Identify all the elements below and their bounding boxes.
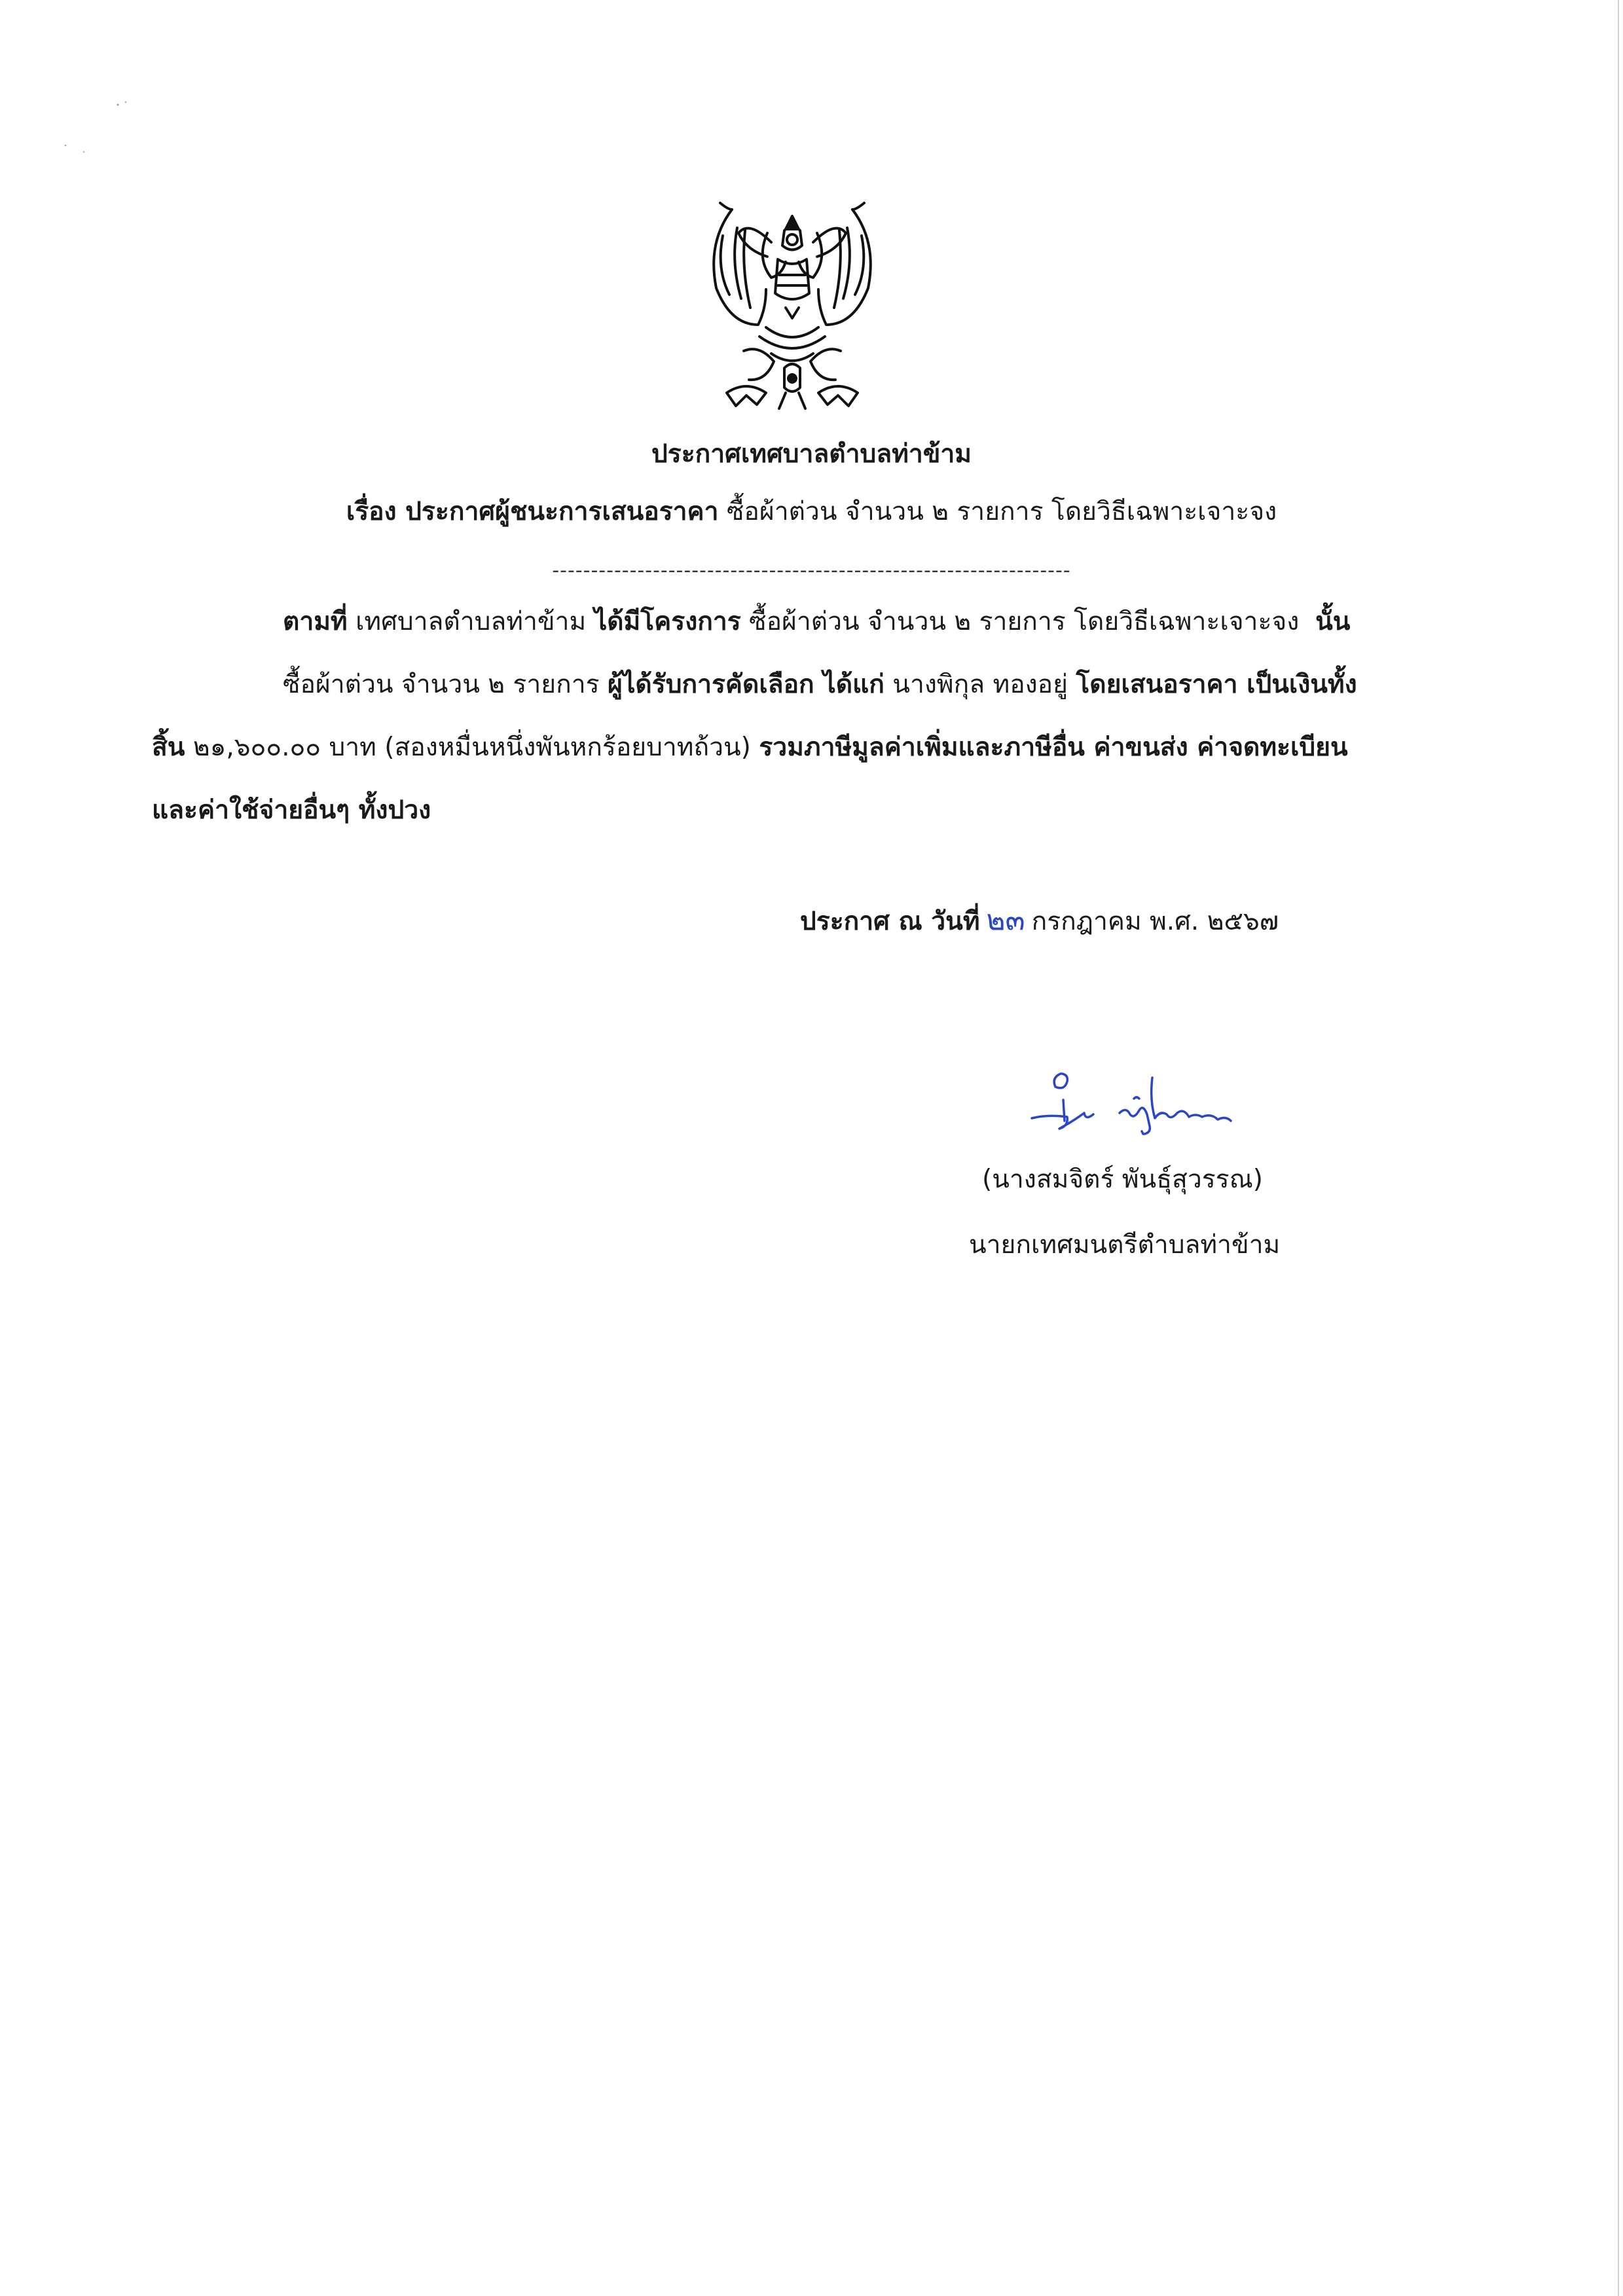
scan-specks: [52, 92, 144, 170]
body-text: ตามที่: [283, 607, 348, 636]
body-text: ซื้อผ้าต่วน จำนวน ๒ รายการ: [283, 670, 600, 699]
body-text: รวมภาษีมูลค่าเพิ่มและภาษีอื่น ค่าขนส่ง ค่าจดทะเบียน: [759, 733, 1348, 762]
body-line-4: และค่าใช้จ่ายอื่นๆ ทั้งปวง: [152, 795, 431, 825]
signer-name: (นางสมจิตร์ พันธุ์สุวรรณ): [982, 1165, 1264, 1194]
body-text: ผู้ได้รับการคัดเลือก ได้แก่: [607, 670, 884, 699]
date-day-handwritten: ๒๓: [986, 903, 1025, 937]
body-line-3: [152, 716, 1429, 779]
body-text: นางพิกุล ทองอยู่: [892, 670, 1068, 699]
date-prefix: ประกาศ ณ วันที่: [800, 907, 980, 936]
garuda-emblem-icon: [694, 196, 890, 419]
body-text: นั้น: [1315, 607, 1351, 636]
body-text: โดยเสนอราคา เป็นเงินทั้ง: [1076, 670, 1357, 699]
body-line-2: [152, 653, 1429, 716]
subject-detail: ซื้อผ้าต่วน จำนวน ๒ รายการ โดยวิธีเฉพาะเจาะจง: [726, 497, 1277, 526]
body-text: เทศบาลตำบลท่าข้าม: [356, 607, 587, 636]
body-line-1: [152, 591, 1429, 653]
signer-position: นายกเทศมนตรีตำบลท่าข้าม: [969, 1230, 1281, 1260]
body-text: ได้มีโครงการ: [594, 607, 741, 636]
date-month-year: กรกฎาคม พ.ศ. ๒๕๖๗: [1031, 907, 1279, 936]
announcement-date: [800, 897, 1279, 943]
divider: -------------------------------------------------------------------: [552, 559, 1071, 582]
subject-line: [0, 492, 1623, 532]
subject-label: เรื่อง ประกาศผู้ชนะการเสนอราคา: [346, 497, 719, 526]
page-title: ประกาศเทศบาลตำบลท่าข้าม: [651, 439, 972, 469]
body-text: สิ้น: [152, 733, 185, 762]
body-text: ซื้อผ้าต่วน จำนวน ๒ รายการ โดยวิธีเฉพาะเจาะจง: [749, 607, 1300, 636]
handwritten-signature: [1021, 1061, 1244, 1146]
body-paragraph: [152, 591, 1429, 842]
scan-edge: [1618, 0, 1619, 2296]
body-text: ๒๑,๖๐๐.๐๐ บาท (สองหมื่นหนึ่งพันหกร้อยบาทถ้วน): [192, 733, 751, 762]
